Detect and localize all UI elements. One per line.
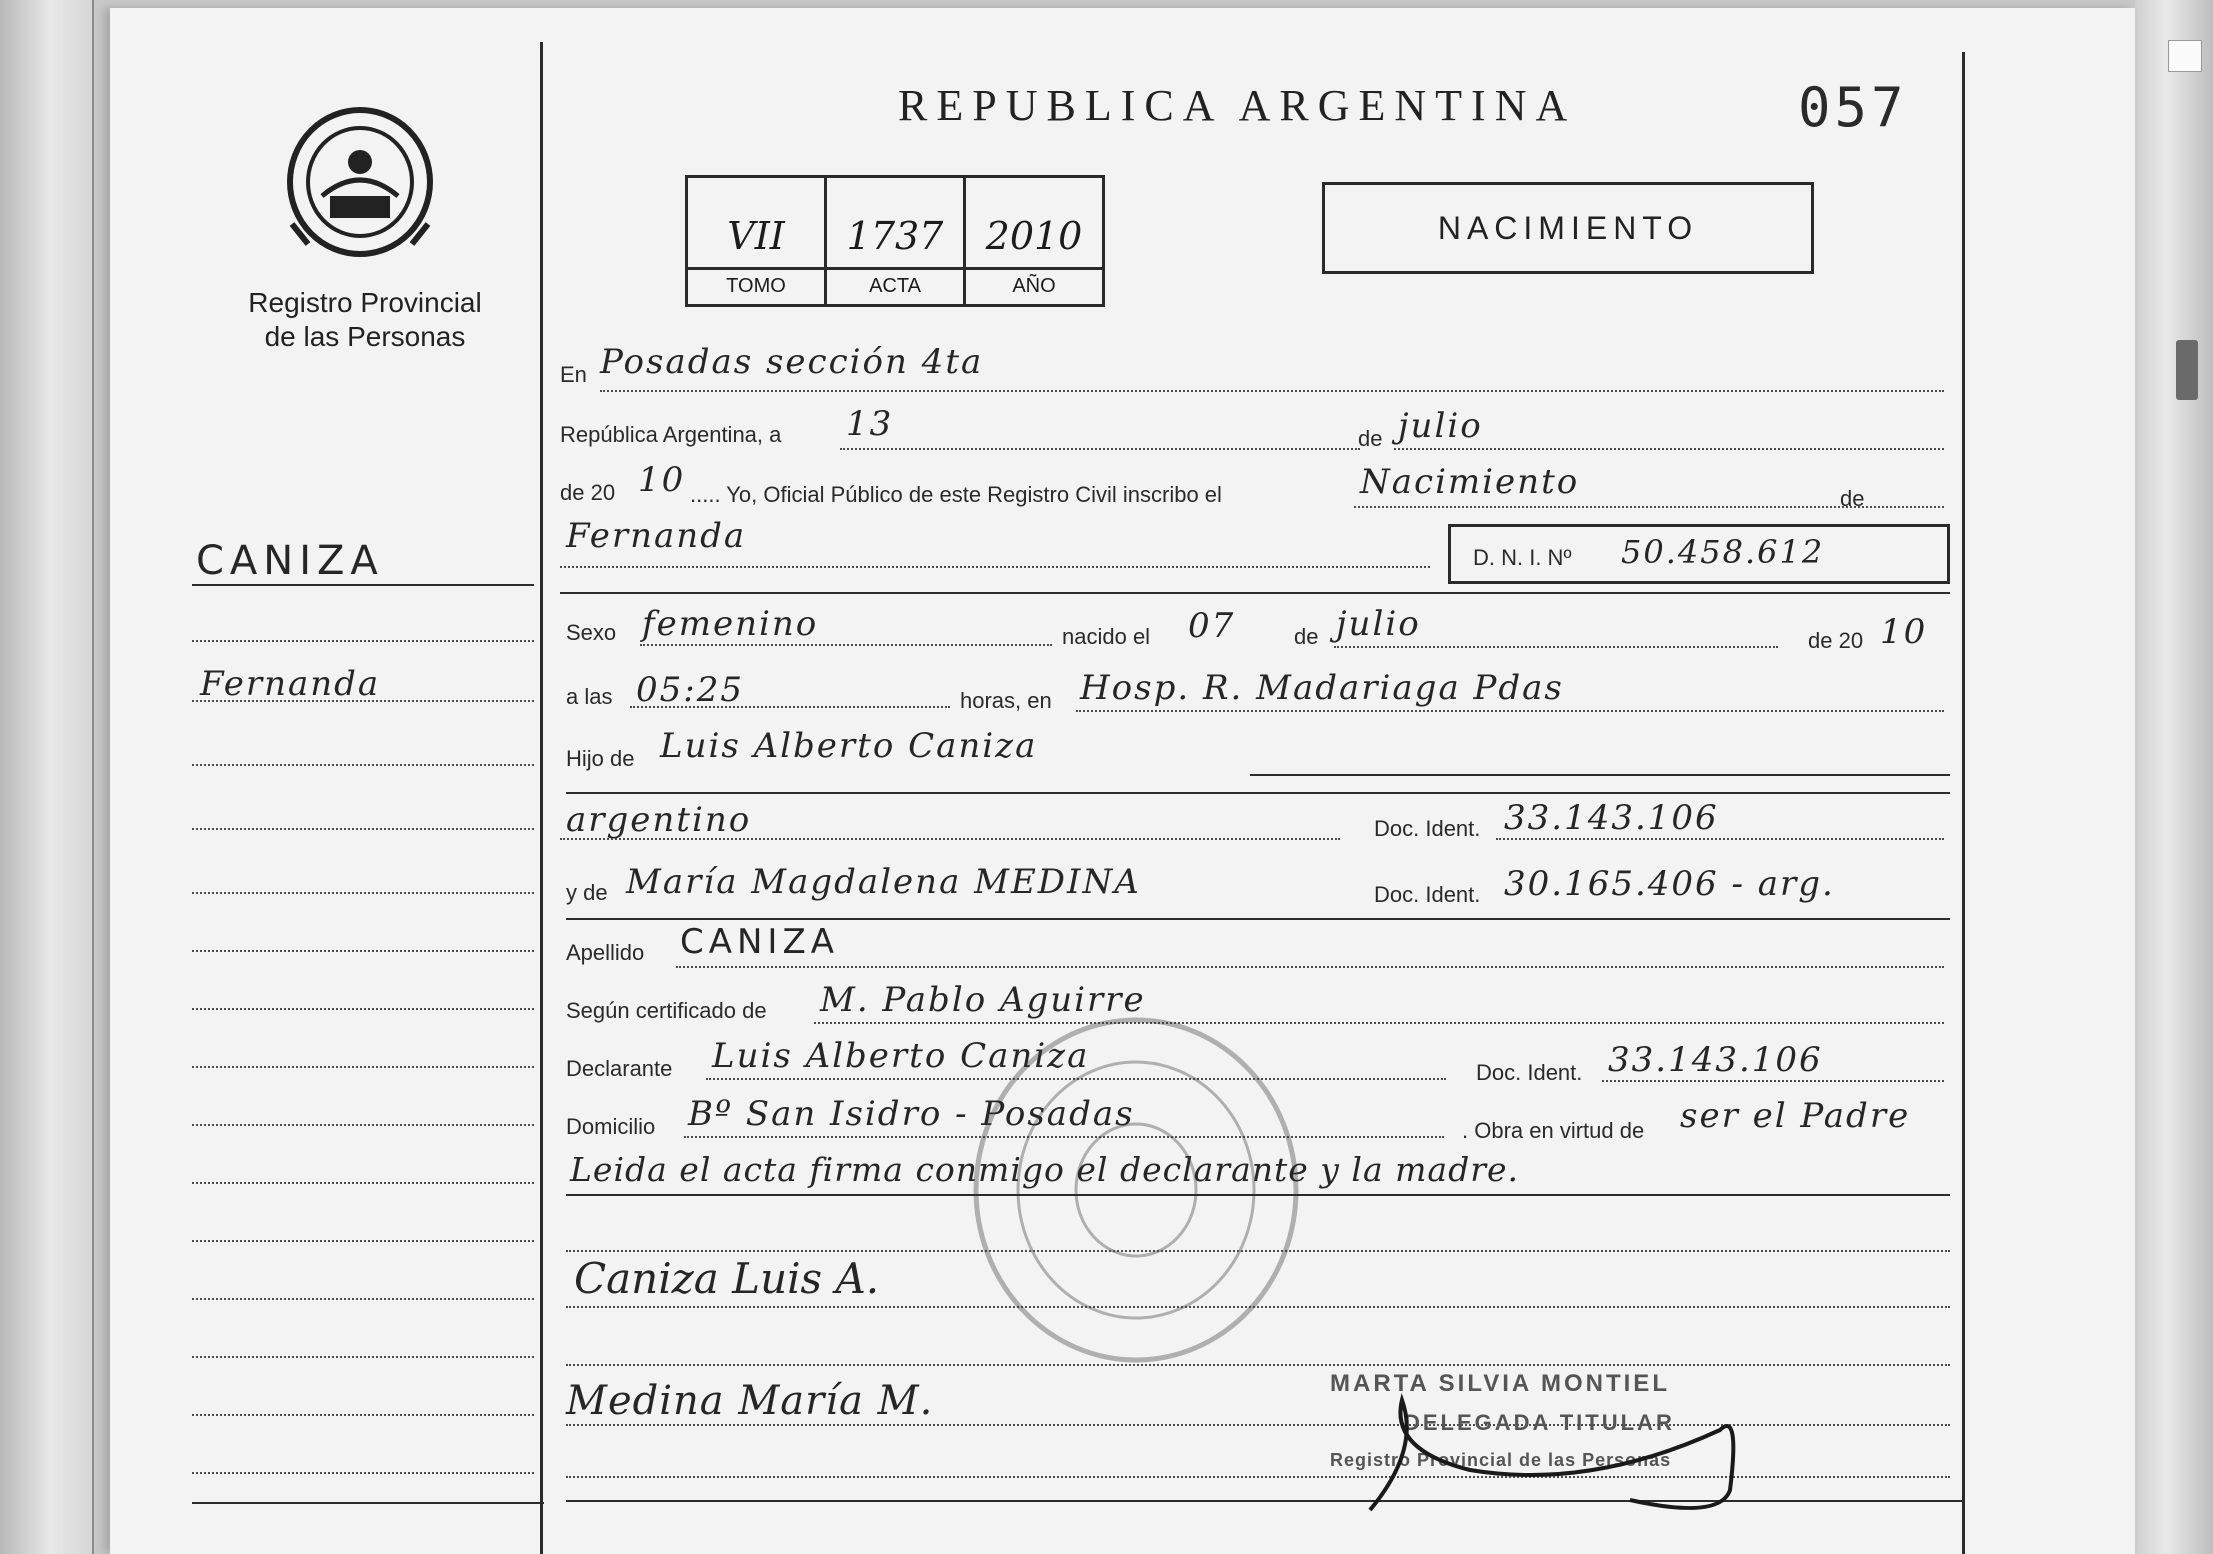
official-signature-icon xyxy=(1330,1370,1770,1520)
mother-rule xyxy=(566,918,1950,920)
day-line xyxy=(840,448,1360,450)
acta-cell xyxy=(827,178,966,304)
declarante-label: Declarante xyxy=(566,1056,673,1081)
country-title: REPUBLICA ARGENTINA xyxy=(898,81,1577,130)
father-rule xyxy=(566,792,1950,794)
dni-box xyxy=(1448,524,1950,584)
nationality-line xyxy=(560,838,1340,840)
margin-dotline xyxy=(192,1124,534,1126)
closing-statement: Leida el acta firma conmigo el declarante y la madre. xyxy=(570,1150,1520,1189)
en-label: En xyxy=(560,362,587,387)
declarant-doc-line xyxy=(1602,1080,1944,1082)
margin-dotline xyxy=(192,950,534,952)
official-stamp xyxy=(1330,1370,1770,1520)
year-prefix-label: de 20 xyxy=(560,480,616,505)
yde-label: y de xyxy=(566,880,608,905)
republica-label: República Argentina, a xyxy=(560,422,782,447)
birth-time-value: 05:25 xyxy=(636,670,744,710)
birth-place-value: Hosp. R. Madariaga Pdas xyxy=(1080,668,1564,708)
acta-value: 1737 xyxy=(846,214,944,258)
page-tab xyxy=(2168,40,2202,72)
page-tab-dark xyxy=(2176,340,2198,400)
birth-day-value: 07 xyxy=(1188,606,1236,646)
birth-month-value: julio xyxy=(1336,604,1421,644)
right-page-edge xyxy=(2135,0,2213,1554)
signature-mother: Medina María M. xyxy=(566,1378,934,1424)
org-line-2: de las Personas xyxy=(264,321,466,352)
father-doc-label: Doc. Ident. xyxy=(1374,816,1481,841)
margin-dotline xyxy=(192,828,534,830)
margin-rule xyxy=(192,584,534,586)
section-rule xyxy=(560,592,1950,594)
declarant-value: Luis Alberto Caniza xyxy=(712,1036,1090,1076)
time-line xyxy=(630,706,950,708)
mother-name-value: María Magdalena MEDINA xyxy=(626,862,1141,902)
tomo-value: VII xyxy=(727,214,785,258)
margin-given-name: Fernanda xyxy=(200,664,381,704)
apellido-label: Apellido xyxy=(566,940,645,965)
ano-cell xyxy=(966,178,1102,304)
father-doc-value: 33.143.106 xyxy=(1504,798,1719,838)
obra-label: . Obra en virtud de xyxy=(1462,1118,1645,1143)
nacido-label: nacido el xyxy=(1062,624,1151,649)
place-line xyxy=(1076,710,1944,712)
ano-label: AÑO xyxy=(966,267,1102,304)
given-name-value: Fernanda xyxy=(566,516,747,556)
margin-dotline xyxy=(192,1008,534,1010)
hijo-label: Hijo de xyxy=(566,746,635,771)
inscription-line xyxy=(1354,506,1944,508)
declarant-doc-value: 33.143.106 xyxy=(1608,1040,1823,1080)
dni-value: 50.458.612 xyxy=(1621,533,1825,571)
mother-doc-label: Doc. Ident. xyxy=(1374,882,1481,907)
birth-year-value: 10 xyxy=(1880,612,1928,652)
address-value: Bº San Isidro - Posadas xyxy=(688,1094,1135,1134)
sexo-value: femenino xyxy=(642,604,819,644)
dni-label: D. N. I. Nº xyxy=(1473,545,1572,570)
margin-dotline xyxy=(192,1240,534,1242)
segun-label: Según certificado de xyxy=(566,998,767,1023)
acta-label: ACTA xyxy=(827,267,963,304)
official-title: DELEGADA TITULAR xyxy=(1404,1410,1675,1435)
org-line-1: Registro Provincial xyxy=(248,287,482,318)
organization-name xyxy=(200,286,530,354)
official-name: MARTA SILVIA MONTIEL xyxy=(1330,1370,1670,1397)
father-line xyxy=(1250,774,1950,776)
margin-dotline xyxy=(192,700,534,702)
right-border xyxy=(1962,52,1965,1554)
year-suffix-value: 10 xyxy=(638,460,686,500)
inscription-type-value: Nacimiento xyxy=(1360,462,1580,502)
en-value: Posadas sección 4ta xyxy=(600,342,984,382)
tomo-cell xyxy=(688,178,827,304)
oficial-label: ..... Yo, Oficial Público de este Registro Civil inscribo el xyxy=(690,482,1222,507)
margin-dotline xyxy=(192,1298,534,1300)
margin-dotline xyxy=(192,640,534,642)
margin-dotline xyxy=(192,892,534,894)
margin-bottom-rule xyxy=(192,1502,544,1504)
mother-doc-value: 30.165.406 - arg. xyxy=(1504,864,1835,904)
capacity-value: ser el Padre xyxy=(1680,1096,1911,1136)
tomo-label: TOMO xyxy=(688,267,824,304)
apellido-value: CANIZA xyxy=(680,922,840,962)
provincial-emblem-icon xyxy=(282,104,438,260)
register-table xyxy=(685,175,1105,307)
margin-dotline xyxy=(192,1066,534,1068)
margin-dotline xyxy=(192,764,534,766)
margin-dotline xyxy=(192,1182,534,1184)
official-seal-icon xyxy=(966,1010,1306,1370)
day-value: 13 xyxy=(846,404,894,444)
sexo-label: Sexo xyxy=(566,620,617,645)
margin-divider xyxy=(540,42,543,1554)
folio-number: 057 xyxy=(1798,76,1908,139)
horas-label: horas, en xyxy=(960,688,1052,713)
signature-father: Caniza Luis A. xyxy=(574,1254,880,1303)
declarant-doc-label: Doc. Ident. xyxy=(1476,1060,1583,1085)
birth-month-line xyxy=(1334,646,1778,648)
alas-label: a las xyxy=(566,684,613,709)
father-nationality-value: argentino xyxy=(566,800,752,840)
left-page-edge xyxy=(0,0,94,1554)
month-line xyxy=(1394,448,1944,450)
name-line xyxy=(560,566,1430,568)
de-label: de xyxy=(1358,426,1383,451)
father-name-value: Luis Alberto Caniza xyxy=(660,726,1038,766)
margin-dotline xyxy=(192,1356,534,1358)
apellido-line xyxy=(676,966,1944,968)
father-doc-line xyxy=(1496,838,1944,840)
de3-label: de xyxy=(1294,624,1319,649)
ano-value: 2010 xyxy=(985,214,1083,258)
month-value: julio xyxy=(1398,406,1483,446)
record-type-box: NACIMIENTO xyxy=(1322,182,1814,274)
birth-year-prefix: de 20 xyxy=(1808,628,1864,653)
en-line xyxy=(600,390,1944,392)
de2-label: de xyxy=(1840,486,1865,511)
margin-surname: CANIZA xyxy=(196,538,384,584)
sexo-line xyxy=(640,644,1052,646)
certifier-value: M. Pablo Aguirre xyxy=(820,980,1146,1020)
margin-dotline xyxy=(192,1414,534,1416)
margin-dotline xyxy=(192,1472,534,1474)
domicilio-label: Domicilio xyxy=(566,1114,656,1139)
official-org: Registro Provincial de las Personas xyxy=(1330,1450,1672,1470)
